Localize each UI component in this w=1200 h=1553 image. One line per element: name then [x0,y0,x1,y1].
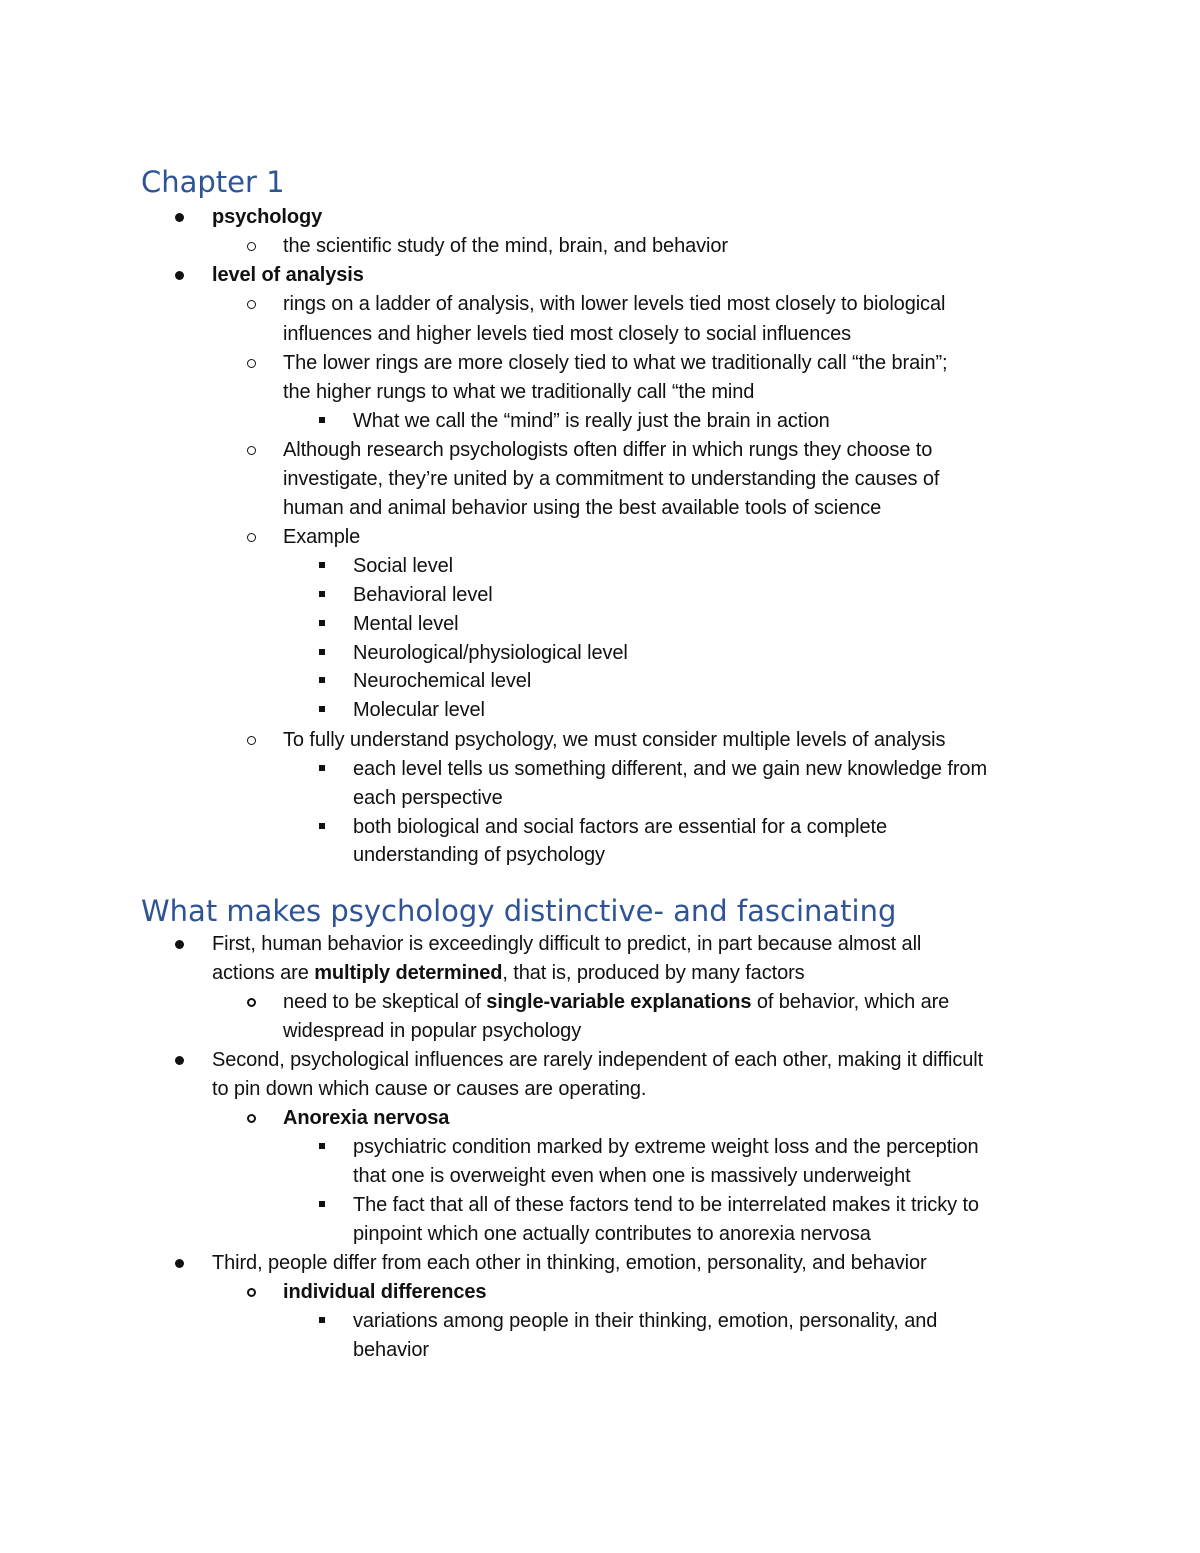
bullet-ring [247,300,256,309]
bullet-square [319,620,325,626]
bullet-ring [247,242,256,251]
term-anorexia-nervosa: Anorexia nervosa [283,1107,450,1129]
term-level-of-analysis: level of analysis [212,264,364,286]
bullet-dot [175,1056,184,1065]
list-item: Neurological/physiological level [353,642,628,664]
bullet-ring [247,533,256,542]
bullet-square [319,649,325,655]
bullet-ring [247,1288,256,1297]
text-line: need to be skeptical of single-variable explanations of behavior, which are [283,991,950,1013]
list-item: Molecular level [353,699,485,721]
text-line: behavior [353,1339,429,1361]
bullet-square [319,677,325,683]
heading-distinctive: What makes psychology distinctive- and fascinating [141,894,897,928]
bullet-ring [247,1114,256,1123]
bullet-square [319,1317,325,1323]
heading-chapter-1: Chapter 1 [141,165,285,199]
bullet-ring [247,446,256,455]
text-line: each perspective [353,787,503,809]
text-line: pinpoint which one actually contributes to anorexia nervosa [353,1223,871,1245]
text-line: rings on a ladder of analysis, with lower levels tied most closely to biological [283,293,946,315]
text-line: Although research psychologists often differ in which rungs they choose to [283,439,933,461]
text-line: actions are multiply determined, that is, produced by many factors [212,962,805,984]
bullet-square [319,591,325,597]
list-item: Behavioral level [353,584,493,606]
text-line: Second, psychological influences are rarely independent of each other, making it difficult [212,1049,984,1071]
bullet-dot [175,213,184,222]
bullet-square [319,1143,325,1149]
bullet-dot [175,1259,184,1268]
term-individual-differences: individual differences [283,1281,487,1303]
text-line: The lower rings are more closely tied to what we traditionally call “the brain”; [283,352,948,374]
list-item: Neurochemical level [353,670,532,692]
bullet-ring [247,359,256,368]
text-line: The fact that all of these factors tend to be interrelated makes it tricky to [353,1194,979,1216]
bullet-ring [247,736,256,745]
text-line: each level tells us something different, and we gain new knowledge from [353,758,988,780]
text-line: influences and higher levels tied most closely to social influences [283,323,852,345]
text-line: variations among people in their thinking, emotion, personality, and [353,1310,938,1332]
list-item: Social level [353,555,453,577]
text-line: To fully understand psychology, we must consider multiple levels of analysis [283,729,946,751]
term-single-variable-explanations: single-variable explanations [486,991,752,1013]
bullet-square [319,417,325,423]
text-line: both biological and social factors are essential for a complete [353,816,888,838]
text-line: widespread in popular psychology [283,1020,582,1042]
term-multiply-determined: multiply determined [314,962,503,984]
bullet-square [319,1201,325,1207]
bullet-dot [175,271,184,280]
text-line: psychiatric condition marked by extreme weight loss and the perception [353,1136,979,1158]
text-line: the higher rungs to what we traditionally call “the mind [283,381,755,403]
psychology-definition: the scientific study of the mind, brain, and behavior [283,235,728,257]
text-line: human and animal behavior using the best available tools of science [283,497,882,519]
text-line: understanding of psychology [353,844,605,866]
text-line: What we call the “mind” is really just the brain in action [353,410,830,432]
text-line: to pin down which cause or causes are operating. [212,1078,647,1100]
bullet-square [319,823,325,829]
text-line: First, human behavior is exceedingly difficult to predict, in part because almost all [212,933,922,955]
bullet-square [319,765,325,771]
text-line: Third, people differ from each other in thinking, emotion, personality, and behavior [212,1252,927,1274]
term-psychology: psychology [212,206,323,228]
example-label: Example [283,526,361,548]
text-line: investigate, they’re united by a commitment to understanding the causes of [283,468,940,490]
bullet-square [319,562,325,568]
bullet-dot [175,940,184,949]
bullet-square [319,706,325,712]
list-item: Mental level [353,613,459,635]
bullet-ring [247,998,256,1007]
text-line: that one is overweight even when one is massively underweight [353,1165,911,1187]
